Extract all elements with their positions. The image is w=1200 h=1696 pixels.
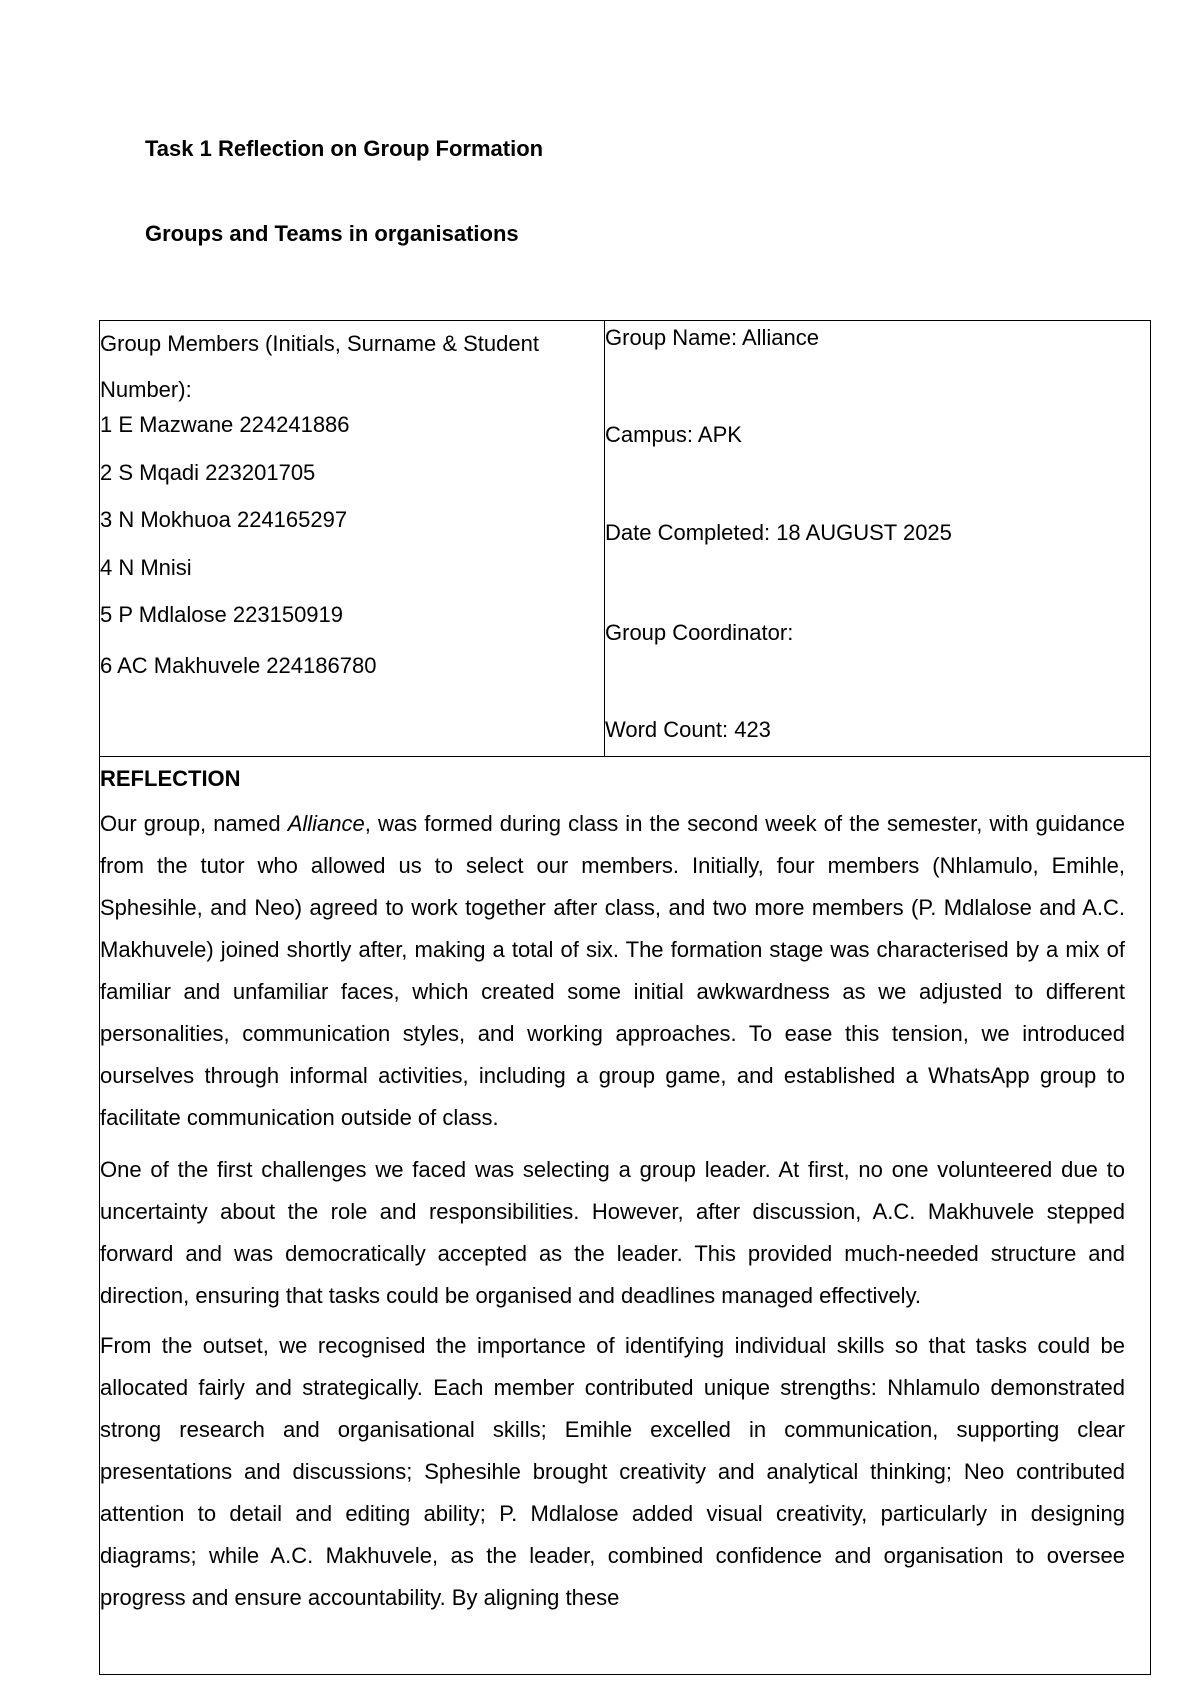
campus: Campus: APK [605, 422, 742, 447]
member-item: 6 AC Makhuvele 224186780 [100, 653, 377, 678]
members-cell [100, 321, 605, 757]
reflection-paragraph-2: One of the first challenges we faced was selecting a group leader. At first, no one volunteered due to uncertainty about the role and responsibilities. However, after discussion, A.C. Makhuvele stepped forward and was democratically accepted as the leader. This provided much-needed structure and direction, ensuring that tasks could be organised and deadlines managed effectively. [100, 1157, 1125, 1308]
group-info-table [99, 320, 1151, 1675]
task-heading: Task 1 Reflection on Group Formation [145, 136, 544, 161]
word-count: Word Count: 423 [605, 717, 771, 742]
reflection-cell [100, 757, 1151, 1675]
member-item: 4 N Mnisi [100, 555, 192, 580]
paragraph-text: , was formed during class in the second week of the semester, with guidance from the tutor who allowed us to select our members. Initially, four members (Nhlamulo, Emihle, Sphesihle, and Neo) agreed to work together after class, and two more members (P. Mdlalose and A.C. Makhuvele) joined shortly after, making a total of six. The formation stage was characterised by a mix of familiar and unfamiliar faces, which created some initial awkwardness as we adjusted to different personalities, communication styles, and working approaches. To ease this tension, we introduced ourselves through informal activities, including a group game, and established a WhatsApp group to facilitate communication outside of class. [100, 811, 1125, 1130]
member-item: 2 S Mqadi 223201705 [100, 460, 316, 485]
group-name: Group Name: Alliance [605, 325, 819, 350]
reflection-paragraph-1 [100, 803, 1125, 1139]
group-name-italic: Alliance [287, 811, 365, 836]
reflection-paragraph-3: From the outset, we recognised the importance of identifying individual skills so that tasks could be allocated fairly and strategically. Each member contributed unique strengths: Nhlamulo demonstrated strong research and organisational skills; Emihle excelled in communication, supporting clear presentations and discussions; Sphesihle brought creativity and analytical thinking; Neo contributed attention to detail and editing ability; P. Mdlalose added visual creativity, particularly in designing diagrams; while A.C. Makhuvele, as the leader, combined confidence and organisation to oversee progress and ensure accountability. By aligning these [100, 1333, 1125, 1610]
member-item: 1 E Mazwane 224241886 [100, 412, 350, 437]
paragraph-text: Our group, named [100, 811, 288, 836]
group-details-cell [605, 321, 1151, 757]
date-completed: Date Completed: 18 AUGUST 2025 [605, 520, 952, 545]
members-header: Group Members (Initials, Surname & Student Number): [100, 331, 539, 402]
member-item: 5 P Mdlalose 223150919 [100, 602, 344, 627]
reflection-title: REFLECTION [100, 766, 241, 791]
subject-heading: Groups and Teams in organisations [145, 221, 519, 246]
member-item: 3 N Mokhuoa 224165297 [100, 507, 348, 532]
reflection-row [100, 757, 1151, 1675]
info-row [100, 321, 1151, 757]
group-coordinator: Group Coordinator: [605, 620, 794, 645]
